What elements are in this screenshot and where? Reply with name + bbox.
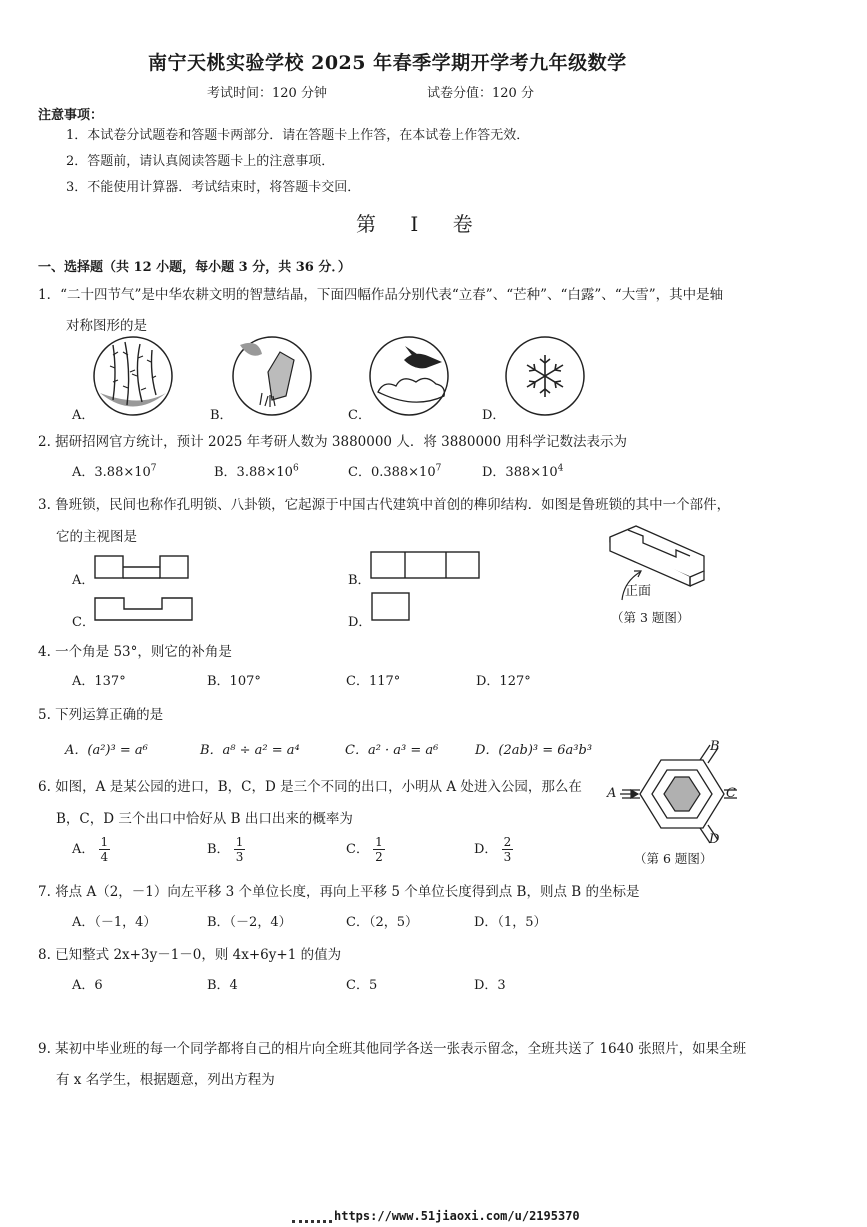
q1-option-a: A． bbox=[72, 408, 95, 423]
q1-option-b: B． bbox=[210, 408, 233, 423]
q8-option-b: B．4 bbox=[207, 978, 238, 993]
q7-option-d: D．（1，5） bbox=[474, 915, 547, 930]
q6-option-b: B． $\frac{1}{3}$ bbox=[207, 835, 244, 864]
q8-option-a: A．6 bbox=[72, 978, 103, 993]
q7-option-a: A．（－1，4） bbox=[72, 915, 157, 930]
q6-entrance-arrow bbox=[620, 790, 638, 798]
q4-option-c: C．117° bbox=[346, 674, 401, 689]
q6-label-a: A bbox=[607, 786, 617, 801]
q2-option-b: B．$3.88\times 10^6$ bbox=[214, 463, 299, 480]
notice-item-3: 3．不能使用计算器．考试结束时，将答题卡交回． bbox=[66, 180, 361, 195]
q6-label-b: B bbox=[710, 739, 720, 754]
page-title: 南宁天桃实验学校 2025 年春季学期开学考九年级数学 bbox=[148, 52, 627, 74]
q6-option-c: C． $\frac{1}{2}$ bbox=[346, 835, 383, 864]
exam-time: 考试时间：120 分钟 bbox=[207, 86, 327, 101]
q7-option-b: B．（－2，4） bbox=[207, 915, 292, 930]
exam-score: 试卷分值：120 分 bbox=[427, 86, 534, 101]
q1-line1: 1．“二十四节气”是中华农耕文明的智慧结晶，下面四幅作品分别代表“立春”、“芒种”、“白露”、“大雪”，其中是轴 bbox=[38, 287, 724, 303]
q1-option-c: C． bbox=[348, 408, 371, 423]
q5-option-a: A．(a²)³ = a⁶ bbox=[65, 743, 148, 758]
q4-stem: 4. 一个角是 53°，则它的补角是 bbox=[38, 644, 232, 660]
q5-option-b: B．a⁸ ÷ a² = a⁴ bbox=[200, 743, 300, 758]
q7-stem: 7. 将点 A（2，－1）向左平移 3 个单位长度，再向上平移 5 个单位长度得到点 B，则点 B 的坐标是 bbox=[38, 884, 640, 900]
q4-option-b: B．107° bbox=[207, 674, 261, 689]
q3-option-c: C． bbox=[72, 615, 95, 630]
q8-option-d: D．3 bbox=[474, 978, 506, 993]
q9-line2: 有 x 名学生，根据题意，列出方程为 bbox=[56, 1072, 275, 1088]
q6-option-a: A． $\frac{1}{4}$ bbox=[72, 835, 109, 864]
q2-stem: 2. 据研招网官方统计，预计 2025 年考研人数为 3880000 人．将 3880000 用科学记数法表示为 bbox=[38, 434, 628, 450]
q3-option-a: A． bbox=[72, 573, 95, 588]
section-title: 第 I 卷 bbox=[356, 212, 487, 236]
q5-option-d: D．(2ab)³ = 6a³b³ bbox=[475, 743, 593, 758]
q4-option-d: D．127° bbox=[476, 674, 531, 689]
notice-item-1: 1．本试卷分试题卷和答题卡两部分．请在答题卡上作答，在本试卷上作答无效． bbox=[66, 128, 530, 143]
q3-option-b: B． bbox=[348, 573, 371, 588]
q9-line1: 9. 某初中毕业班的每一个同学都将自己的相片向全班其他同学各送一张表示留念，全班共送了 1640 张照片，如果全班 bbox=[38, 1041, 747, 1057]
footer-url[interactable]: https://www.51jiaoxi.com/u/2195370 bbox=[334, 1209, 580, 1223]
q6-line2: B，C，D 三个出口中恰好从 B 出口出来的概率为 bbox=[56, 811, 353, 827]
q7-option-c: C．（2，5） bbox=[346, 915, 418, 930]
q6-label-d: D bbox=[709, 832, 720, 847]
q3-caption: （第 3 题图） bbox=[611, 610, 690, 625]
q6-option-d: D． $\frac{2}{3}$ bbox=[474, 835, 512, 864]
q8-option-c: C．5 bbox=[346, 978, 378, 993]
q6-line1: 6. 如图，A 是某公园的进口，B，C，D 是三个不同的出口，小明从 A 处进入公园，那么在 bbox=[38, 779, 582, 795]
q3-line1: 3. 鲁班锁，民间也称作孔明锁、八卦锁，它起源于中国古代建筑中首创的榫卯结构．如图是鲁班锁的其中一个部件， bbox=[38, 497, 731, 513]
q8-stem: 8. 已知整式 2x+3y－1－0，则 4x+6y+1 的值为 bbox=[38, 947, 342, 963]
notice-heading: 注意事项： bbox=[38, 108, 104, 123]
q2-option-c: C．$0.388\times 10^7$ bbox=[348, 463, 442, 480]
q3-line2: 它的主视图是 bbox=[56, 529, 137, 545]
q6-label-c: C bbox=[726, 786, 736, 801]
part1-heading: 一、选择题（共 12 小题，每小题 3 分，共 36 分．） bbox=[38, 260, 351, 275]
q5-option-c: C．a² · a³ = a⁶ bbox=[345, 743, 439, 758]
q3-front-label: 正面 bbox=[625, 584, 652, 599]
q1-line2: 对称图形的是 bbox=[66, 318, 147, 334]
q3-option-d: D． bbox=[348, 615, 372, 630]
q4-option-a: A．137° bbox=[72, 674, 126, 689]
notice-item-2: 2．答题前，请认真阅读答题卡上的注意事项． bbox=[66, 154, 335, 169]
q2-option-a: A．$3.88\times 10^7$ bbox=[72, 463, 157, 480]
q1-option-d: D． bbox=[482, 408, 506, 423]
q5-stem: 5. 下列运算正确的是 bbox=[38, 707, 164, 723]
q6-caption: （第 6 题图） bbox=[634, 851, 713, 866]
q2-option-d: D．$388\times 10^4$ bbox=[482, 463, 564, 480]
footer-dots bbox=[292, 1214, 332, 1223]
